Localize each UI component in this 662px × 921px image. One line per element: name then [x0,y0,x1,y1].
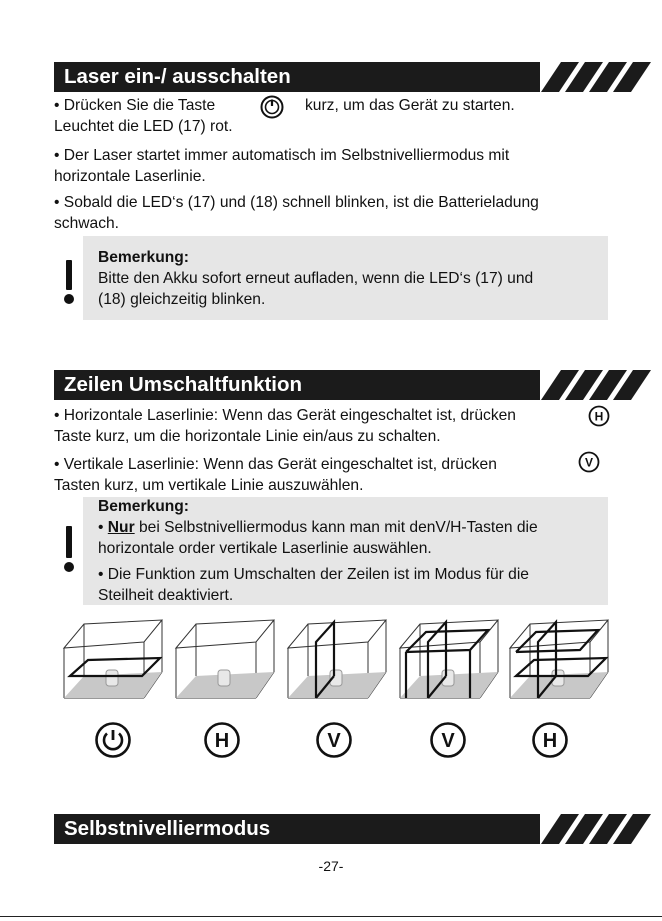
laser-cube-horizontal [62,614,166,706]
paragraph-vertical: • Vertikale Laserlinie: Wenn das Gerät eingeschaltet ist, drücken Tasten kurz, um vertikale Linie auszuwählen. [54,456,497,494]
stripes-decoration [539,814,654,844]
h-button-icon [531,721,569,759]
svg-text:H: H [594,409,604,424]
section-header-selbstnivellier [54,814,540,844]
v-button-icon [578,451,600,473]
note-text: Bitte den Akku sofort erneut aufladen, wenn die LED‘s (17) und (18) gleichzeitig blinken. [98,270,534,308]
power-icon [260,95,284,119]
v-button-icon [315,721,353,759]
note-box-switch [54,497,608,605]
footer-divider [0,916,662,917]
note-text-slope-mode: • Die Funktion zum Umschalten der Zeilen ist im Modus für die Steilheit deaktiviert. [98,566,529,604]
stripes-decoration [539,370,654,400]
svg-text:H: H [542,730,558,752]
svg-text:V: V [327,730,341,752]
laser-cube-vertical [286,614,390,706]
power-button-icon [94,721,132,759]
note-title: Bemerkung: [98,249,189,266]
section-header-laser-onoff [54,62,540,92]
exclamation-icon [54,497,83,605]
exclamation-icon [54,236,83,320]
section-header-zeilen [54,370,540,400]
paragraph-battery: • Sobald die LED‘s (17) und (18) schnell blinken, ist die Batterieladung schwach. [54,194,539,232]
section-title: Selbstnivelliermodus [64,817,271,840]
paragraph-start: • Drücken Sie die Taste [54,97,216,114]
laser-cube-cross-vertical [398,614,502,706]
section-title: Zeilen Umschaltfunktion [64,373,303,396]
h-button-icon [588,405,610,427]
laser-cube-all-lines [508,614,612,706]
h-button-icon [203,721,241,759]
laser-cube-none [174,614,278,706]
page-number: -27- [318,858,344,874]
paragraph-auto-level: • Der Laser startet immer automatisch im Selbstnivelliermodus mit horizontale Laserlinie. [54,147,510,185]
svg-text:V: V [441,730,455,752]
note-box-battery [54,236,608,320]
svg-text:H: H [214,730,230,752]
svg-text:V: V [584,455,594,470]
paragraph-start-after: kurz, um das Gerät zu starten. [305,97,515,114]
note-text-only-self-level: • Nur bei Selbstnivelliermodus kann man mit denV/H-Tasten die horizontale order vertikale Laserlinie auswählen. [98,519,538,557]
stripes-decoration [539,62,654,92]
paragraph-horizontal: • Horizontale Laserlinie: Wenn das Gerät eingeschaltet ist, drücken Taste kurz, um die horizontale Linie ein/aus zu schalten. [54,407,516,445]
v-button-icon [429,721,467,759]
section-title: Laser ein-/ ausschalten [64,65,291,88]
paragraph-led-red: Leuchtet die LED (17) rot. [54,118,233,135]
note-title: Bemerkung: [98,498,189,515]
